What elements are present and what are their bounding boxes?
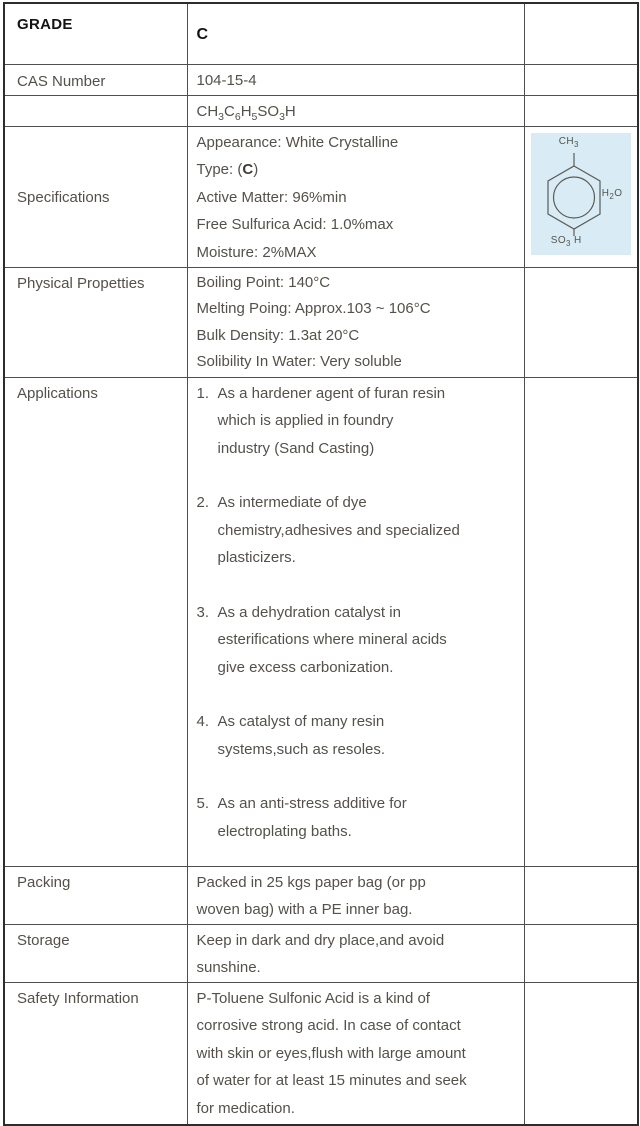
formula-segment: C (224, 103, 235, 120)
application-line (197, 790, 516, 818)
physical-line: Boiling Point: 140°C (196, 273, 331, 291)
application-text: As a dehydration catalyst in (217, 603, 401, 621)
application-line: chemistry,adhesives and specialized (217, 521, 460, 539)
row-specifications (4, 126, 638, 267)
molecular-formula-value (187, 96, 524, 127)
storage-line: Keep in dark and dry place,and avoid (196, 931, 445, 949)
application-line: systems,such as resoles. (217, 740, 386, 758)
spec-type-prefix: Type: ( (196, 161, 243, 178)
application-line: electroplating baths. (217, 822, 352, 840)
empty-cell (524, 982, 638, 1125)
packing-line: woven bag) with a PE inner bag. (196, 901, 413, 918)
row-applications (4, 377, 638, 866)
safety-line: for medication. (196, 1099, 295, 1117)
label-text: H (570, 234, 582, 246)
storage-value (187, 924, 524, 982)
safety-line: of water for at least 15 minutes and seek (196, 1072, 467, 1089)
packing-line: Packed in 25 kgs paper bag (or pp (196, 873, 426, 891)
empty-cell (524, 267, 638, 377)
spec-line-active-matter: Active Matter: 96%min (196, 188, 347, 206)
empty-cell (524, 65, 638, 96)
row-cas-number (4, 65, 638, 96)
specifications-value (187, 126, 524, 267)
spec-line-appearance: Appearance: White Crystalline (196, 133, 399, 151)
label-text: CH (558, 135, 574, 147)
structure-cell (524, 126, 638, 267)
safety-line: P-Toluene Sulfonic Acid is a kind of (196, 989, 430, 1007)
spec-type-grade: C (242, 161, 254, 178)
applications-value (187, 377, 524, 866)
grade-value: C (187, 3, 524, 65)
application-number: 2. (196, 494, 210, 511)
physical-properties-value (187, 267, 524, 377)
sulfonic-group-label (551, 235, 582, 247)
formula-segment: CH (196, 103, 219, 120)
empty-cell (524, 924, 638, 982)
application-line (197, 599, 516, 627)
application-number: 1. (196, 384, 210, 402)
application-line: industry (Sand Casting) (217, 439, 375, 457)
application-line (197, 489, 516, 517)
application-text: As catalyst of many resin (217, 713, 385, 730)
formula-segment: H (240, 103, 252, 120)
label-text: H (601, 187, 610, 199)
label-text: SO (550, 234, 566, 246)
applications-label: Applications (4, 377, 187, 866)
storage-line: sunshine. (196, 959, 261, 976)
application-line (197, 708, 516, 736)
methyl-group-label (559, 136, 579, 148)
label-subscript: 3 (566, 238, 571, 248)
application-item (197, 708, 516, 763)
spec-type-suffix: ) (253, 161, 259, 178)
formula-segment: H (284, 103, 296, 120)
row-grade (4, 3, 638, 65)
storage-label: Storage (4, 924, 187, 982)
physical-line: Bulk Density: 1.3at 20°C (196, 326, 360, 344)
formula-subscript: 3 (218, 111, 225, 123)
application-item (197, 599, 516, 682)
safety-information-value (187, 982, 524, 1125)
spec-line-moisture: Moisture: 2%MAX (196, 243, 317, 261)
row-molecular-formula (4, 96, 638, 127)
application-line: give excess carbonization. (217, 658, 394, 676)
empty-cell (524, 377, 638, 866)
application-number: 3. (196, 603, 210, 621)
row-packing (4, 866, 638, 924)
application-line: plasticizers. (217, 549, 296, 566)
physical-line: Solibility In Water: Very soluble (196, 353, 402, 370)
label-subscript: 3 (574, 139, 579, 149)
spec-line-type (197, 156, 516, 184)
physical-properties-label: Physical Propetties (4, 267, 187, 377)
formula-segment: SO (257, 103, 280, 120)
packing-value (187, 866, 524, 924)
empty-cell (524, 96, 638, 127)
cas-number-value: 104-15-4 (187, 65, 524, 96)
empty-cell (524, 3, 638, 65)
packing-label: Packing (4, 866, 187, 924)
cas-number-label: CAS Number (4, 65, 187, 96)
application-text: As a hardener agent of furan resin (217, 384, 446, 402)
grade-label: GRADE (4, 3, 187, 65)
application-item (197, 380, 516, 463)
formula-subscript: 6 (234, 111, 241, 123)
product-spec-table (3, 2, 639, 1126)
chemical-structure-image (531, 133, 631, 255)
water-label (602, 188, 623, 200)
application-number: 4. (196, 713, 210, 730)
label-text: O (614, 187, 623, 199)
spec-line-free-acid: Free Sulfurica Acid: 1.0%max (196, 216, 394, 233)
physical-line: Melting Poing: Approx.103 ~ 106°C (196, 300, 431, 317)
specifications-label: Specifications (4, 126, 187, 267)
row-storage (4, 924, 638, 982)
application-item (197, 489, 516, 572)
safety-line: with skin or eyes,flush with large amount (196, 1044, 466, 1062)
application-line: esterifications where mineral acids (217, 631, 447, 648)
row-safety-information (4, 982, 638, 1125)
formula-subscript: 5 (251, 111, 258, 123)
safety-information-label: Safety Information (4, 982, 187, 1125)
empty-label-cell (4, 96, 187, 127)
application-item (197, 790, 516, 845)
application-text: As intermediate of dye (217, 494, 367, 511)
application-line (197, 380, 516, 408)
application-number: 5. (196, 795, 210, 812)
formula-subscript: 3 (279, 111, 285, 123)
safety-line: corrosive strong acid. In case of contact (196, 1017, 461, 1034)
application-line: which is applied in foundry (217, 412, 394, 429)
row-physical-properties (4, 267, 638, 377)
label-subscript: 2 (609, 191, 615, 201)
empty-cell (524, 866, 638, 924)
application-text: As an anti-stress additive for (217, 795, 407, 812)
